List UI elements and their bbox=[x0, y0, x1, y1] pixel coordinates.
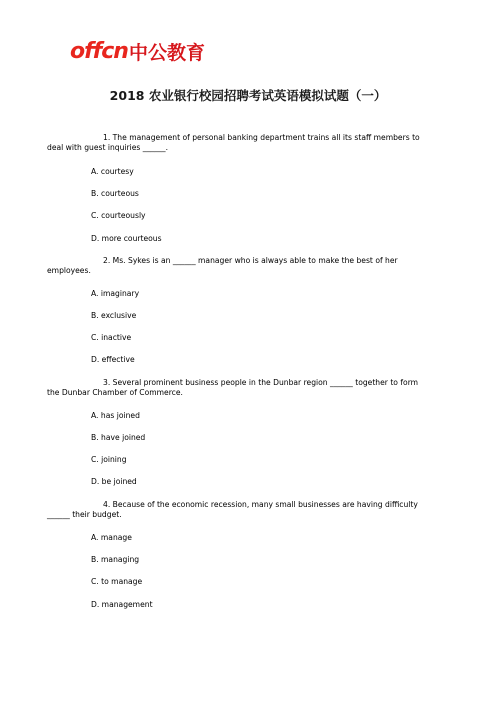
option-3c: C. joining bbox=[91, 455, 127, 464]
option-1c: C. courteously bbox=[91, 211, 146, 220]
question-3 bbox=[47, 378, 425, 397]
question-2-line1: 2. Ms. Sykes is an ______ manager who is always able to make the best of her bbox=[103, 256, 398, 265]
option-2b: B. exclusive bbox=[91, 311, 137, 320]
question-1 bbox=[47, 133, 425, 152]
question-2 bbox=[47, 256, 425, 275]
option-2d: D. effective bbox=[91, 355, 135, 364]
option-2c: C. inactive bbox=[91, 333, 132, 342]
logo-latin-text: offcn bbox=[70, 39, 128, 64]
question-3-line2: the Dunbar Chamber of Commerce. bbox=[47, 387, 183, 397]
option-4c: C. to manage bbox=[91, 577, 143, 586]
question-4-line2: ______ their budget. bbox=[47, 509, 122, 519]
question-4 bbox=[47, 500, 425, 519]
option-3a: A. has joined bbox=[91, 411, 140, 420]
option-3b: B. have joined bbox=[91, 433, 146, 442]
page-title: 2018 农业银行校园招聘考试英语模拟试题（一） bbox=[109, 88, 387, 103]
option-4a: A. manage bbox=[91, 533, 132, 542]
option-4d: D. management bbox=[91, 600, 153, 609]
offcn-logo bbox=[70, 38, 205, 66]
question-2-line2: employees. bbox=[47, 265, 91, 275]
question-4-line1: 4. Because of the economic recession, many small businesses are having difficulty bbox=[103, 500, 418, 509]
option-3d: D. be joined bbox=[91, 477, 137, 486]
question-3-line1: 3. Several prominent business people in the Dunbar region ______ together to form bbox=[103, 378, 419, 387]
question-1-line1: 1. The management of personal banking department trains all its staff members to bbox=[103, 133, 420, 142]
option-1a: A. courtesy bbox=[91, 167, 134, 176]
option-2a: A. imaginary bbox=[91, 289, 140, 298]
option-4b: B. managing bbox=[91, 555, 140, 564]
logo-chinese-text: 中公教育 bbox=[128, 42, 205, 64]
option-1d: D. more courteous bbox=[91, 234, 162, 243]
question-1-line2: deal with guest inquiries ______. bbox=[47, 142, 168, 152]
option-1b: B. courteous bbox=[91, 189, 139, 198]
